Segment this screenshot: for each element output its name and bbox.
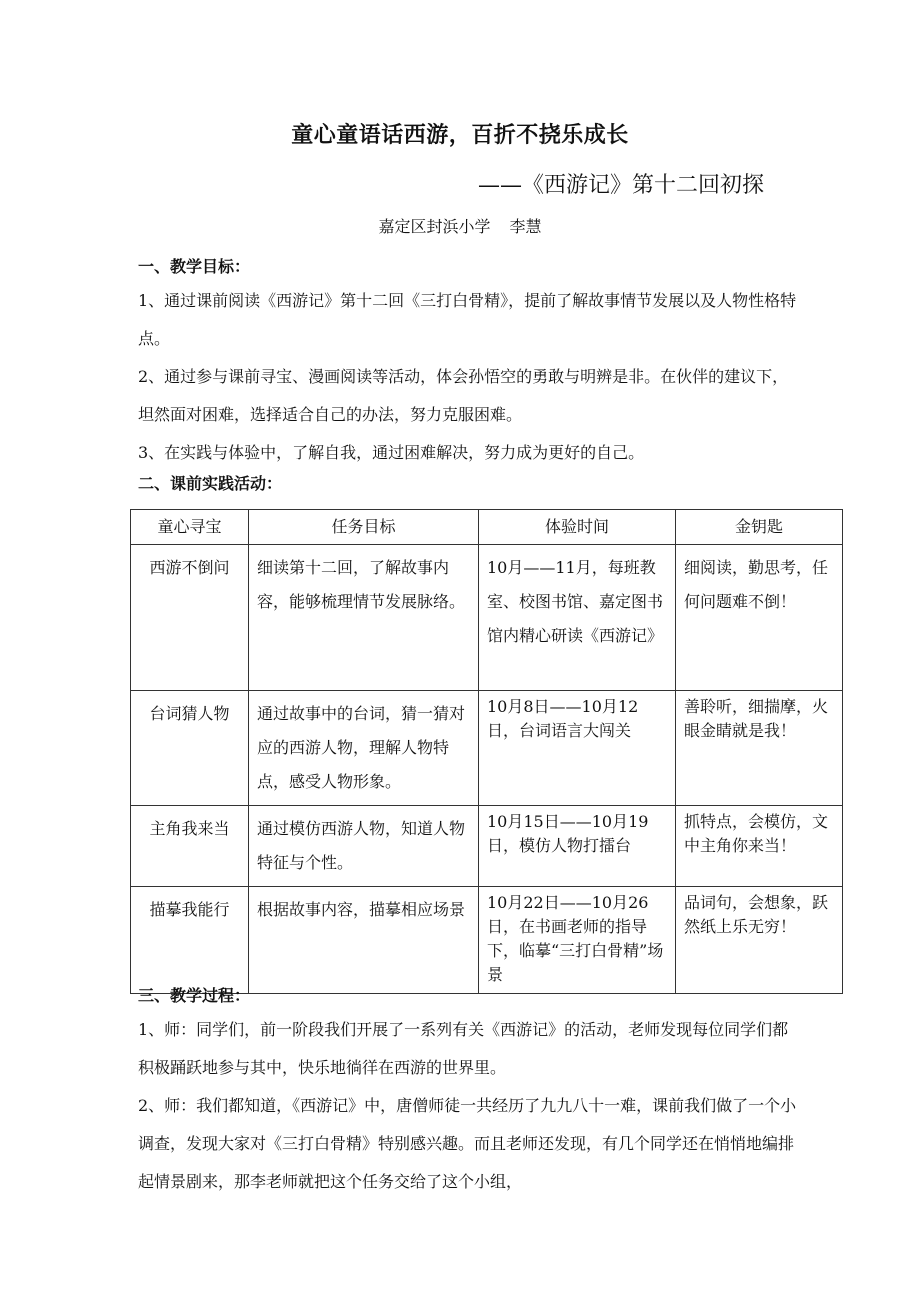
table-row — [131, 691, 843, 806]
table-cell-time: 10月——11月，每班教室、校图书馆、嘉定图书馆内精心研读《西游记》 — [479, 545, 676, 691]
table-header-cell: 金钥匙 — [676, 510, 843, 545]
table-cell-time: 10月22日——10月26日，在书画老师的指导下，临摹“三打白骨精”场景 — [479, 887, 676, 994]
table-cell-goal: 细读第十二回，了解故事内容，能够梳理情节发展脉络。 — [249, 545, 479, 691]
activities-table — [130, 509, 843, 994]
table-cell-time: 10月15日——10月19日，模仿人物打擂台 — [479, 806, 676, 887]
table-cell-key: 细阅读，勤思考，任何问题难不倒！ — [676, 545, 843, 691]
process-item: 2、师：我们都知道，《西游记》中，唐僧师徒一共经历了九九八十一难，课前我们做了一个小调查，发现大家对《三打白骨精》特别感兴趣。而且老师还发现，有几个同学还在悄悄地编排起情景剧来，那李老师就把这个任务交给了这个小组， — [138, 1096, 797, 1191]
table-cell-goal: 通过故事中的台词，猜一猜对应的西游人物，理解人物特点，感受人物形象。 — [249, 691, 479, 806]
table-cell-key: 抓特点，会模仿，文中主角你来当！ — [676, 806, 843, 887]
table-cell-key: 品词句，会想象，跃然纸上乐无穷！ — [676, 887, 843, 994]
table-header-row — [131, 510, 843, 545]
table-row — [131, 887, 843, 994]
table-cell-goal: 通过模仿西游人物，知道人物特征与个性。 — [249, 806, 479, 887]
table-header-cell: 体验时间 — [479, 510, 676, 545]
objective-item: 2、通过参与课前寻宝、漫画阅读等活动，体会孙悟空的勇敢与明辨是非。在伙伴的建议下，坦然面对困难，选择适合自己的办法，努力克服困难。 — [138, 367, 789, 424]
table-row — [131, 545, 843, 691]
document-subtitle: ——《西游记》第十二回初探 — [478, 173, 765, 198]
table-cell-activity: 主角我来当 — [131, 806, 249, 887]
objective-item: 3、在实践与体验中，了解自我，通过困难解决，努力成为更好的自己。 — [138, 443, 645, 462]
objective-item: 1、通过课前阅读《西游记》第十二回《三打白骨精》，提前了解故事情节发展以及人物性格特点。 — [138, 291, 797, 348]
process-item: 1、师：同学们，前一阶段我们开展了一系列有关《西游记》的活动，老师发现每位同学们都积极踊跃地参与其中，快乐地徜徉在西游的世界里。 — [138, 1020, 789, 1077]
objectives-list — [138, 282, 798, 472]
table-cell-time: 10月8日——10月12日，台词语言大闯关 — [479, 691, 676, 806]
table-header-cell: 任务目标 — [249, 510, 479, 545]
table-cell-goal: 根据故事内容，描摹相应场景 — [249, 887, 479, 994]
section-heading-process: 三、教学过程： — [138, 986, 251, 1005]
table-header-cell: 童心寻宝 — [131, 510, 249, 545]
process-list — [138, 1011, 798, 1201]
table-cell-activity: 台词猜人物 — [131, 691, 249, 806]
table-cell-activity: 描摹我能行 — [131, 887, 249, 994]
section-heading-activities: 二、课前实践活动： — [138, 474, 283, 493]
table-cell-key: 善聆听，细揣摩，火眼金睛就是我！ — [676, 691, 843, 806]
table-cell-activity: 西游不倒问 — [131, 545, 249, 691]
author-line: 嘉定区封浜小学 李慧 — [378, 217, 542, 236]
section-heading-objectives: 一、教学目标： — [138, 257, 251, 276]
document-title: 童心童语话西游，百折不挠乐成长 — [291, 123, 629, 148]
table-row — [131, 806, 843, 887]
